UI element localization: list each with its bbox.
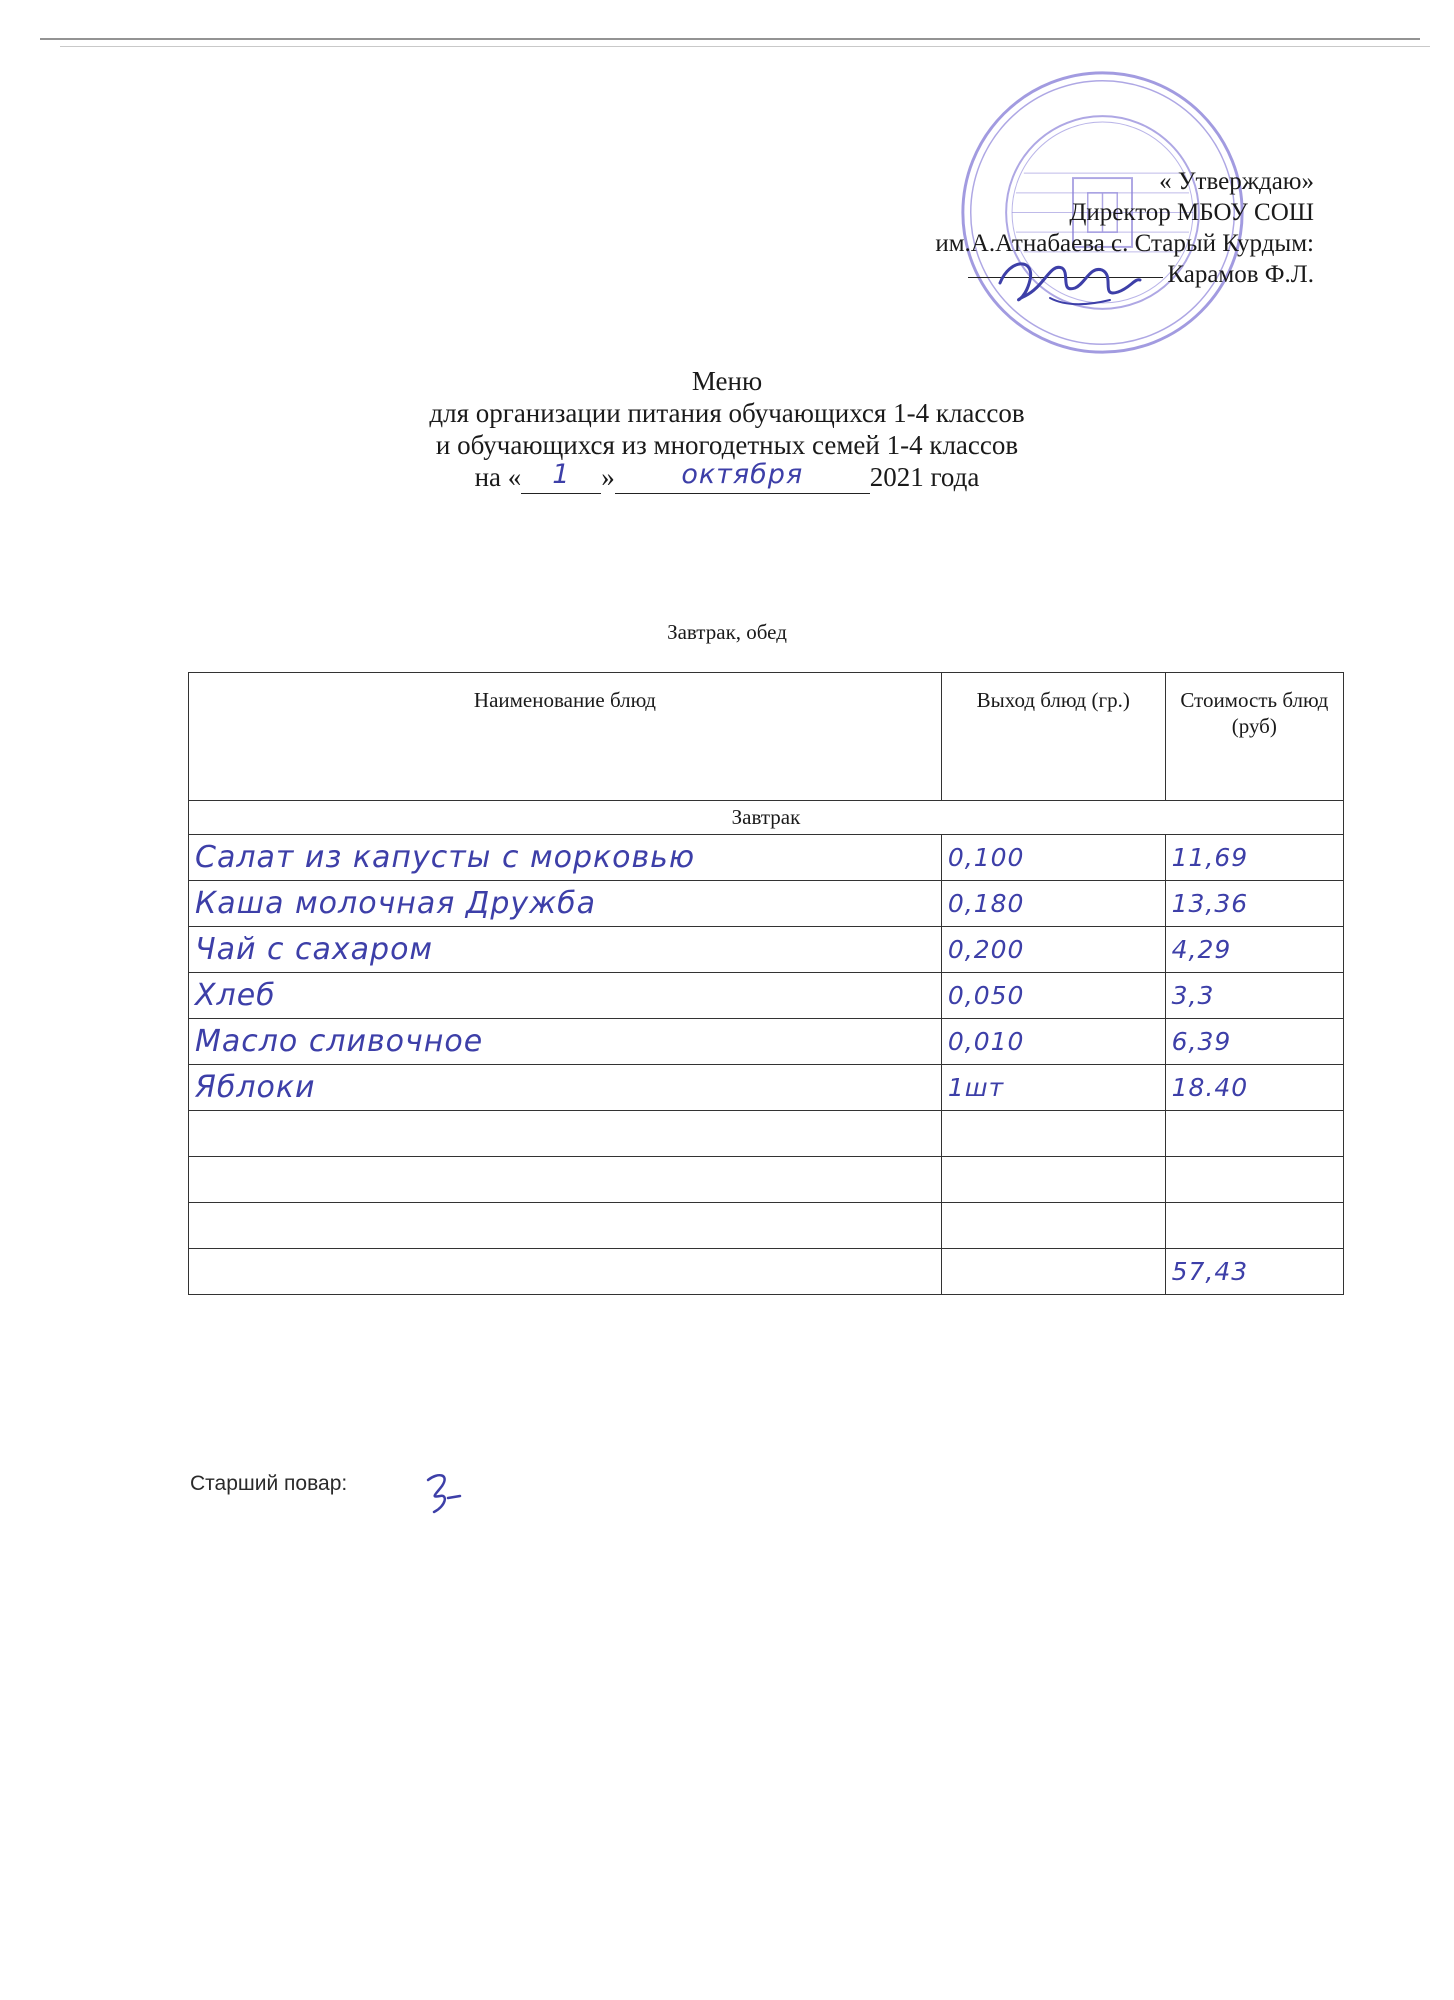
dish-cost-cell: 4,29 (1165, 927, 1343, 973)
table-row (189, 1019, 1344, 1065)
date-suffix: 2021 года (869, 462, 980, 492)
section-row (189, 801, 1344, 835)
date-day-blank (521, 461, 601, 494)
total-output-cell (941, 1249, 1165, 1295)
title-purpose: для организации питания обучающихся 1-4 классов (429, 398, 1025, 428)
dish-cost-cell: 6,39 (1165, 1019, 1343, 1065)
dish-output-cell (941, 1157, 1165, 1203)
table-row (189, 1157, 1344, 1203)
table-row (189, 1065, 1344, 1111)
date-prefix: на « (474, 462, 522, 492)
dish-output-cell (941, 1111, 1165, 1157)
dish-name-cell (189, 1157, 942, 1203)
cook-label: Старший повар: (190, 1472, 348, 1495)
dish-name-cell: Яблоки (189, 1065, 942, 1111)
table-row (189, 973, 1344, 1019)
date-day: 1 (552, 459, 571, 490)
document-title (0, 365, 1454, 494)
table-row (189, 1203, 1344, 1249)
approval-heading: « Утверждаю» (1159, 168, 1314, 195)
date-month-blank (615, 461, 870, 494)
dish-output-cell: 0,180 (941, 881, 1165, 927)
table-row (189, 927, 1344, 973)
dish-name-cell: Салат из капусты с морковью (189, 835, 942, 881)
total-cost-cell: 57,43 (1165, 1249, 1343, 1295)
dish-cost-cell: 18.40 (1165, 1065, 1343, 1111)
header-cost: Стоимость блюд (руб) (1165, 673, 1343, 801)
dish-name-cell: Чай с сахаром (189, 927, 942, 973)
section-breakfast: Завтрак (189, 801, 1344, 835)
school-name: им.А.Атнабаева с. Старый Курдым: (935, 230, 1314, 257)
header-output: Выход блюд (гр.) (941, 673, 1165, 801)
title-audience: и обучающихся из многодетных семей 1-4 классов (435, 430, 1019, 460)
table-row (189, 1111, 1344, 1157)
title-menu: Меню (691, 366, 763, 396)
dish-cost-cell: 3,3 (1165, 973, 1343, 1019)
header-dish-name: Наименование блюд (189, 673, 942, 801)
dish-output-cell: 0,050 (941, 973, 1165, 1019)
dish-name-cell: Каша молочная Дружба (189, 881, 942, 927)
total-label-cell (189, 1249, 942, 1295)
dish-name-cell: Хлеб (189, 973, 942, 1019)
dish-output-cell: 0,100 (941, 835, 1165, 881)
total-row (189, 1249, 1344, 1295)
date-mid: » (601, 462, 615, 492)
scan-edge-line-2 (60, 46, 1430, 47)
dish-cost-cell (1165, 1203, 1343, 1249)
table-row (189, 835, 1344, 881)
date-month: октября (681, 459, 804, 490)
director-name: Карамов Ф.Л. (1167, 261, 1314, 288)
dish-name-cell (189, 1203, 942, 1249)
table-row (189, 881, 1344, 927)
dish-name-cell: Масло сливочное (189, 1019, 942, 1065)
dish-output-cell: 0,200 (941, 927, 1165, 973)
director-signature-icon (990, 248, 1150, 318)
dish-output-cell: 0,010 (941, 1019, 1165, 1065)
menu-table (188, 672, 1344, 1295)
title-date (0, 461, 1454, 494)
scan-edge-line (40, 38, 1420, 40)
dish-cost-cell (1165, 1157, 1343, 1203)
dish-output-cell (941, 1203, 1165, 1249)
dish-cost-cell (1165, 1111, 1343, 1157)
dish-cost-cell: 11,69 (1165, 835, 1343, 881)
dish-cost-cell: 13,36 (1165, 881, 1343, 927)
dish-name-cell (189, 1111, 942, 1157)
table-header-row (189, 673, 1344, 801)
dish-output-cell: 1шт (941, 1065, 1165, 1111)
menu-body (189, 801, 1344, 1295)
director-position: Директор МБОУ СОШ (1069, 199, 1314, 226)
meal-types: Завтрак, обед (667, 620, 787, 644)
cook-signature-icon (420, 1468, 470, 1518)
